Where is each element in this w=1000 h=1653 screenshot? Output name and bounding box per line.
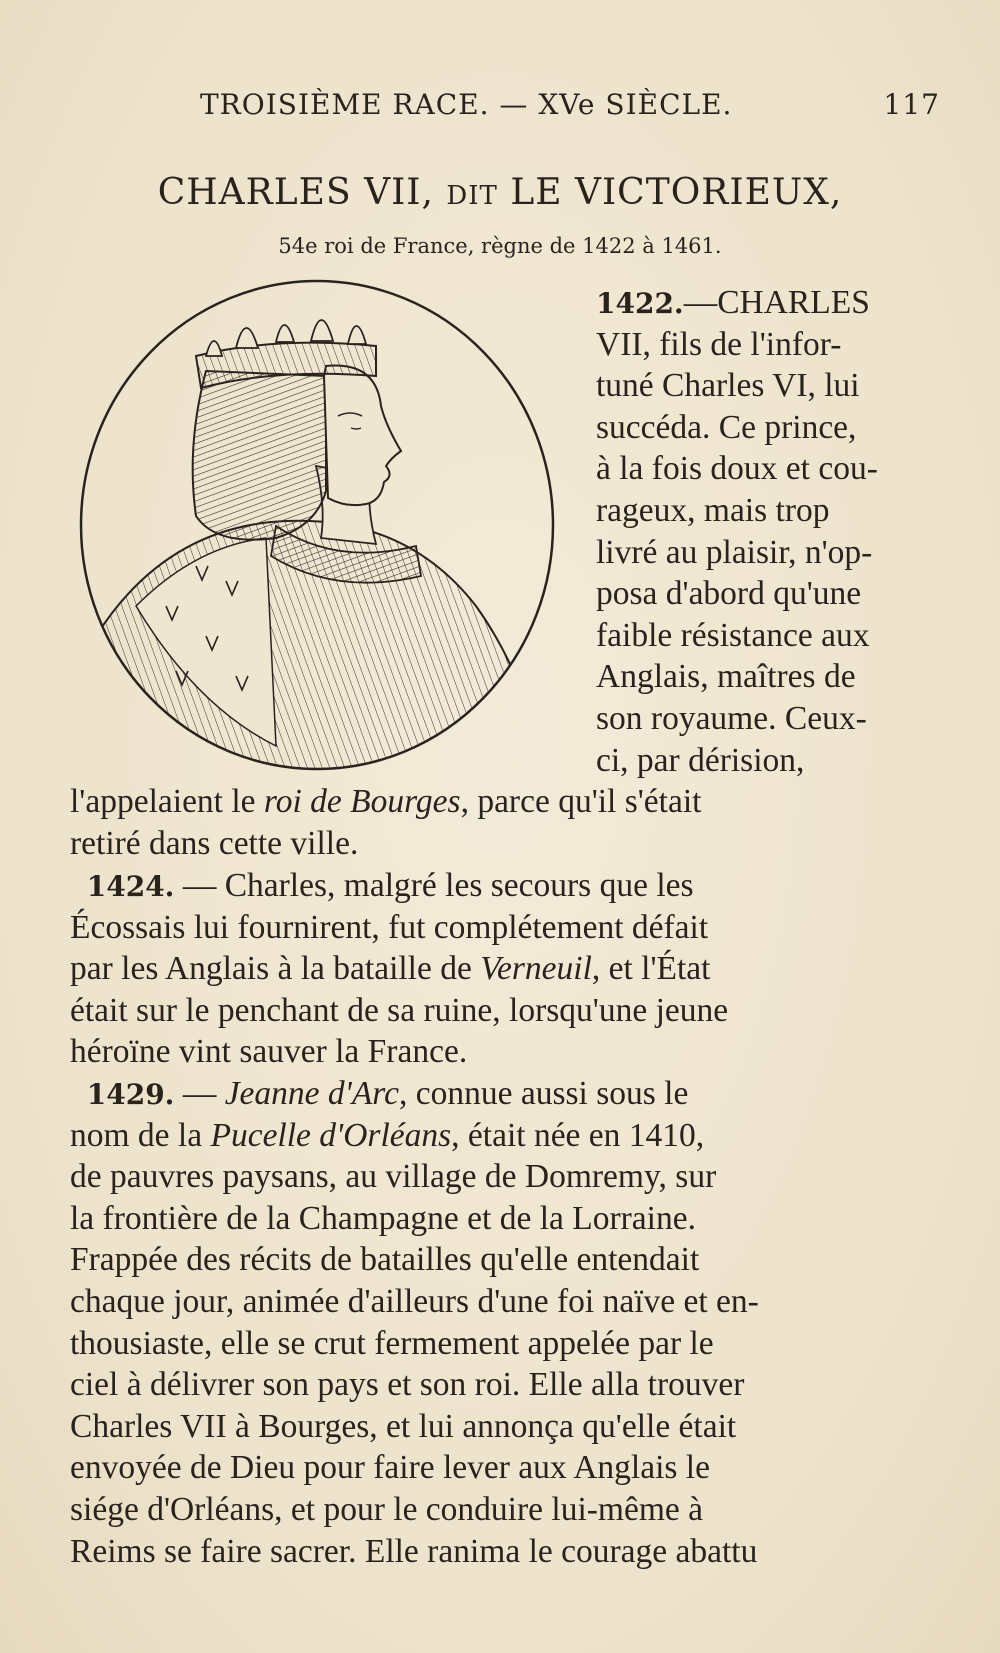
text-line: rageux, mais trop xyxy=(596,491,830,529)
text-line xyxy=(70,1115,940,1157)
text-fragment: , parce qu'il s'était xyxy=(460,783,702,820)
year-1422: 1422. xyxy=(596,287,684,320)
text-line: thousiaste, elle se crut fermement appelée par le xyxy=(70,1324,714,1362)
text-line: succéda. Ce prince, xyxy=(596,408,857,446)
paragraph-1422-wrapped xyxy=(596,282,940,781)
page-number: 117 xyxy=(883,88,940,121)
text-fragment: — Charles, malgré les secours que les xyxy=(174,867,694,904)
text-line: tuné Charles VI, lui xyxy=(596,367,860,405)
text-line xyxy=(70,1073,940,1115)
text-line: envoyée de Dieu pour faire lever aux Anglais le xyxy=(70,1449,710,1487)
paragraph-1429 xyxy=(70,1073,940,1572)
text-line: Reims se faire sacrer. Elle ranima le courage abattu xyxy=(70,1532,758,1570)
chapter-subtitle: 54e roi de France, règne de 1422 à 1461. xyxy=(278,234,722,258)
text-line: héroïne vint sauver la France. xyxy=(70,1033,468,1071)
text-line: ci, par dérision, xyxy=(596,741,805,779)
italic-roi-de-bourges: roi de Bourges xyxy=(263,783,461,820)
text-fragment: — xyxy=(174,1075,225,1112)
italic-verneuil: Verneuil xyxy=(480,950,592,988)
text-fragment: par les Anglais à la bataille de xyxy=(70,950,472,988)
text-line: Frappée des récits de batailles qu'elle entendait xyxy=(70,1241,700,1279)
text-line: Charles VII à Bourges, et lui annonça qu'elle était xyxy=(70,1407,737,1445)
text-line: chaque jour, animée d'ailleurs d'une foi naïve et en- xyxy=(70,1282,759,1320)
text-line: retiré dans cette ville. xyxy=(70,824,359,862)
text-line: était sur le penchant de sa ruine, lorsqu'une jeune xyxy=(70,991,729,1029)
text-line xyxy=(596,282,940,324)
text-line: à la fois doux et cou- xyxy=(596,450,878,488)
text-line: ciel à délivrer son pays et son roi. Elle alla trouver xyxy=(70,1366,745,1404)
text-fragment: , était née en 1410, xyxy=(451,1116,705,1154)
italic-pucelle-dorleans: Pucelle d'Orléans xyxy=(210,1116,452,1154)
year-1424: 1424. xyxy=(86,870,175,903)
text-fragment: , et l'État xyxy=(591,950,711,988)
text-line: VII, fils de l'infor- xyxy=(596,325,842,363)
text-line: livré au plaisir, n'op- xyxy=(596,533,873,571)
running-head-title: TROISIÈME RACE. — XVe SIÈCLE. xyxy=(200,88,733,121)
text-fragment: l'appelaient le xyxy=(70,783,256,820)
text-line: de pauvres paysans, au village de Domremy, sur xyxy=(70,1158,717,1196)
text-line xyxy=(70,781,940,823)
text-line xyxy=(70,865,940,907)
text-line: faible résistance aux xyxy=(596,616,870,654)
text-line: siége d'Orléans, et pour le conduire lui-même à xyxy=(70,1490,703,1528)
chapter-title-main: CHARLES VII, xyxy=(157,172,434,213)
text-line: Anglais, maîtres de xyxy=(596,658,856,696)
text-fragment: —CHARLES xyxy=(683,284,870,321)
chapter-title xyxy=(0,172,1000,213)
text-line: la frontière de la Champagne et de la Lorraine. xyxy=(70,1199,696,1237)
paragraph-1424 xyxy=(70,865,940,1073)
text-line xyxy=(70,948,940,990)
text-line: Écossais lui fournirent, fut complétement défait xyxy=(70,908,709,946)
chapter-title-dit: DIT xyxy=(446,181,498,211)
chapter-title-rest: LE VICTORIEUX, xyxy=(510,172,843,213)
text-line: son royaume. Ceux- xyxy=(596,699,867,737)
italic-jeanne-darc: Jeanne d'Arc xyxy=(224,1075,399,1112)
year-1429: 1429. xyxy=(86,1078,175,1111)
running-head xyxy=(200,88,940,128)
paragraph-1422-continued xyxy=(70,781,940,864)
text-fragment: nom de la xyxy=(70,1116,203,1154)
portrait-engraving-icon xyxy=(76,276,558,774)
text-fragment: , connue aussi sous le xyxy=(398,1075,689,1112)
text-line: posa d'abord qu'une xyxy=(596,575,862,613)
